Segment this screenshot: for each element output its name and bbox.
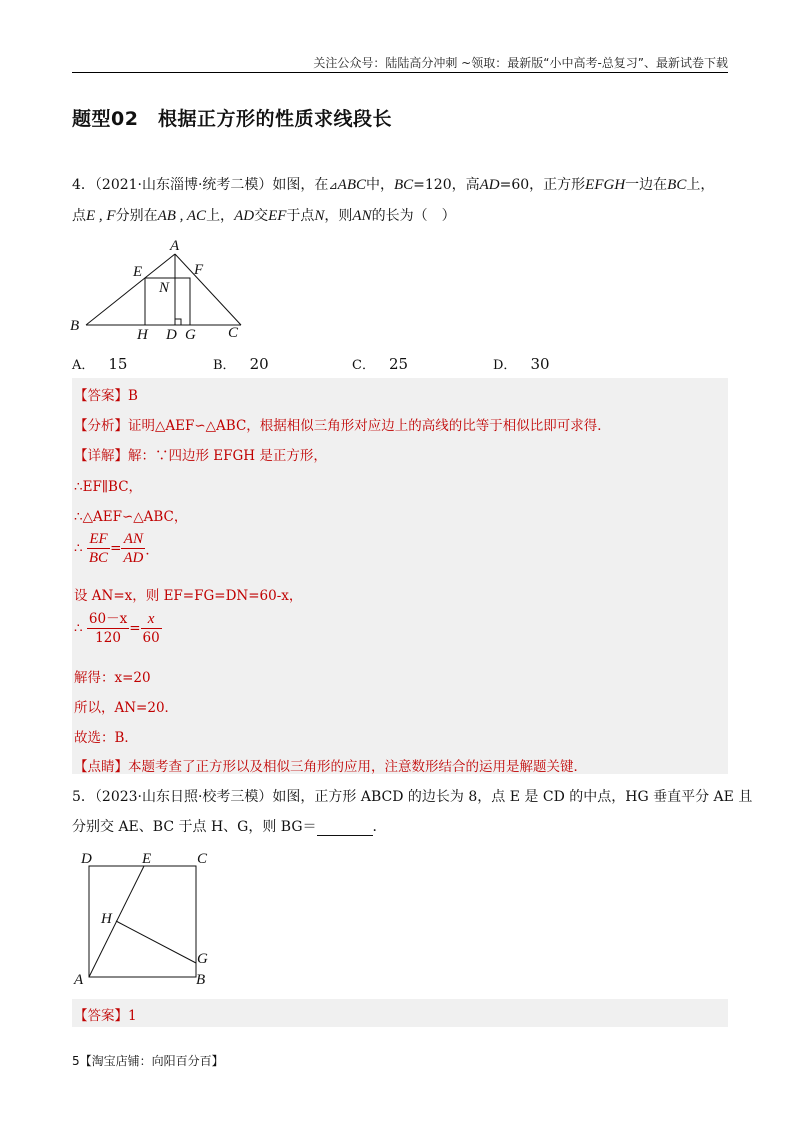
label-f: F (194, 262, 204, 278)
label-c: C (228, 325, 239, 341)
q4-fraction-2: ∴ $\frac{60-x}{120}$ = $\frac{x}{60}$ (74, 611, 160, 646)
label-g: G (197, 951, 208, 967)
label-e: E (142, 851, 152, 867)
q4-triangle-figure (66, 236, 256, 342)
q4-analysis: 【分析】证明△AEF∽△ABC，根据相似三角形对应边上的高线的比等于相似比即可求得． (74, 418, 611, 434)
q4-line-2: 点E , F分别在AB , AC上，AD交EF于点N，则AN的长为（ ） (72, 208, 456, 224)
label-c: C (197, 851, 208, 867)
q4-source: 4．（2021·山东淄博·统考二模）如图，在 (72, 177, 329, 193)
choice-b[interactable]: B． 20 (213, 355, 269, 373)
label-d: D (166, 327, 177, 342)
q5-answer: 【答案】1 (74, 1008, 137, 1024)
label-a: A (170, 238, 180, 254)
q4-line-1: 4．（2021·山东淄博·统考二模）如图，在⊿ABC中，BC=120，高AD=60，正方形EFGH一边在BC上， (72, 177, 715, 193)
label-h: H (137, 327, 148, 342)
q5-line-2: 分别交 AE、BC 于点 H、G，则 BG＝ ． (72, 819, 387, 835)
q4-comment: 【点睛】本题考查了正方形以及相似三角形的应用，注意数形结合的运用是解题关键． (74, 759, 587, 775)
segment-ac (175, 254, 241, 325)
q4-step-1: ∴EF∥BC， (74, 479, 143, 495)
answer-blank[interactable] (317, 821, 373, 836)
label-a: A (74, 972, 84, 988)
q5-line-1: 5．（2023·山东日照·校考三模）如图，正方形 ABCD 的边长为 8，点 E 是 CD 的中点，HG 垂直平分 AE 且 (72, 789, 753, 805)
page-footer: 5【淘宝店铺：向阳百分百】 (72, 1054, 224, 1068)
q4-answer: 【答案】B (74, 388, 138, 404)
label-b: B (70, 318, 80, 334)
label-d: D (81, 851, 92, 867)
section-title: 题型02 根据正方形的性质求线段长 (72, 108, 392, 130)
label-b: B (196, 972, 206, 988)
label-h: H (101, 911, 112, 927)
q4-step-5: 所以，AN=20． (74, 700, 179, 716)
q4-answer-block (72, 378, 728, 774)
q5-answer-block (72, 999, 728, 1027)
choice-d[interactable]: D． 30 (493, 355, 550, 373)
q4-fraction-1: ∴ $\frac{EF}{BC}$ = $\frac{AN}{AD}$ ． (74, 531, 159, 566)
label-e: E (133, 264, 143, 280)
page-header-text: 关注公众号：陆陆高分冲刺 ~领取：最新版“小中高考-总复习”、最新试卷下载 (313, 56, 728, 70)
q4-step-6: 故选：B． (74, 730, 138, 746)
q4-detail: 【详解】解：∵四边形 EFGH 是正方形， (74, 448, 327, 464)
q4-step-2: ∴△AEF∽△ABC， (74, 509, 188, 525)
segment-hg (116, 921, 196, 963)
label-n: N (159, 280, 170, 296)
label-g: G (185, 327, 196, 342)
header-rule (72, 72, 728, 73)
choice-a[interactable]: A． 15 (72, 355, 128, 373)
q4-step-4: 解得：x=20 (74, 670, 151, 686)
right-angle-mark (175, 319, 181, 325)
q5-square-figure (66, 846, 226, 988)
q4-step-3: 设 AN=x，则 EF=FG=DN=60-x， (74, 588, 303, 604)
choice-c[interactable]: C． 25 (352, 355, 409, 373)
